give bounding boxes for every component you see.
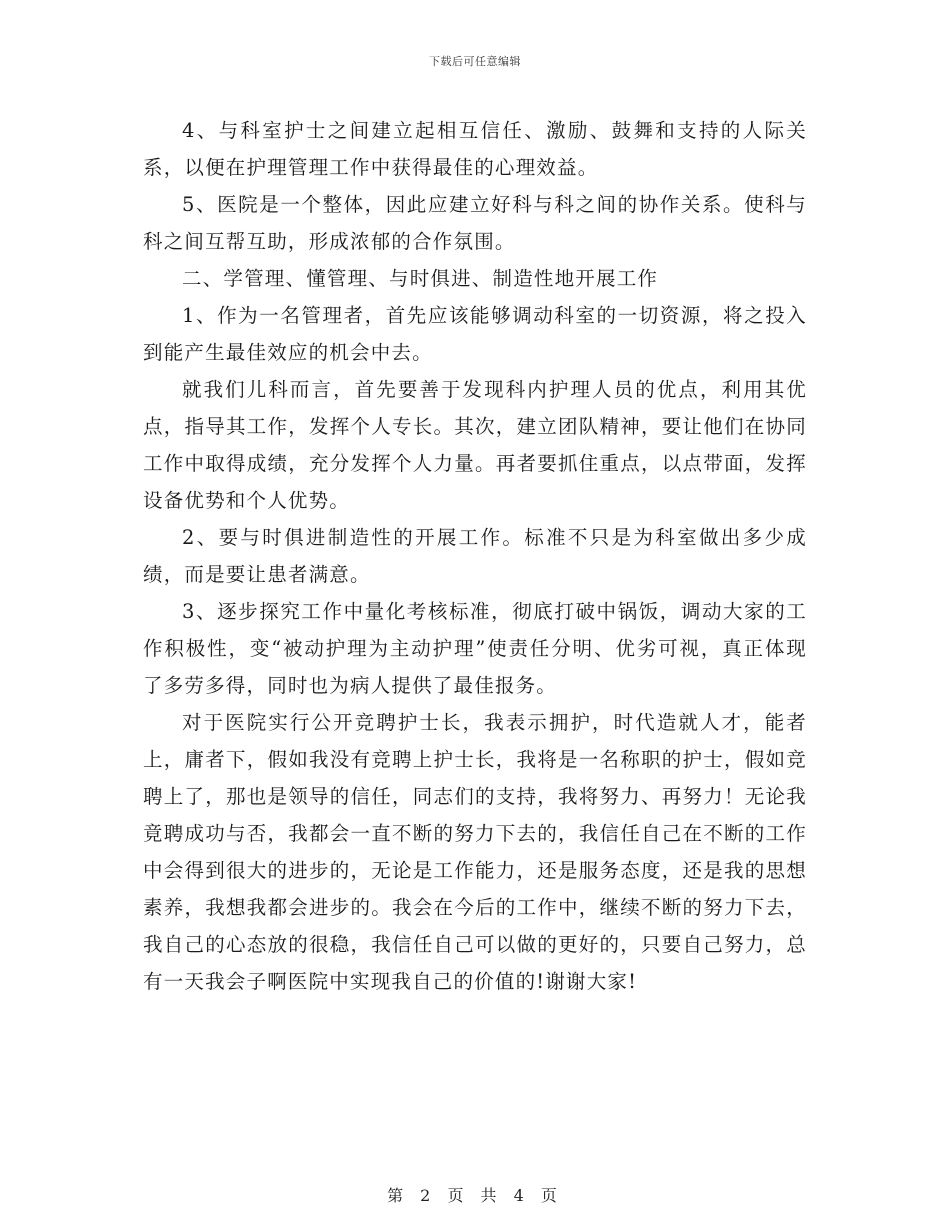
section-heading-2: 二、学管理、懂管理、与时俱进、制造性地开展工作 [182,267,659,290]
document-body [143,112,807,1000]
paragraph-pediatrics: 就我们儿科而言，首先要善于发现科内护理人员的优点，利用其优点，指导其工作，发挥个人专长。其次，建立团队精神，要让他们在协同工作中取得成绩，充分发挥个人力量。再者要抓住重点，以点带面，发挥设备优势和个人优势。 [143,378,807,512]
paragraph-item-5: 5、医院是一个整体，因此应建立好科与科之间的协作关系。使科与科之间互帮互助，形成浓郁的合作氛围。 [143,193,807,253]
paragraph-item-3: 3、逐步探究工作中量化考核标准，彻底打破中锅饭，调动大家的工作积极性，变“被动护理为主动护理”使责任分明、优劣可视，真正体现了多劳多得，同时也为病人提供了最佳报务。 [143,600,807,697]
paragraph-item-1: 1、作为一名管理者，首先应该能够调动科室的一切资源，将之投入到能产生最佳效应的机会中去。 [143,304,807,364]
paragraph-item-2: 2、要与时俱进制造性的开展工作。标准不只是为科室做出多少成绩，而是要让患者满意。 [143,526,807,586]
page-number-footer [0,1183,950,1206]
paragraph-closing: 对于医院实行公开竞聘护士长，我表示拥护，时代造就人才，能者上，庸者下，假如我没有竞聘上护士长，我将是一名称职的护士，假如竞聘上了，那也是领导的信任，同志们的支持，我将努力、再努力！无论我竟聘成功与否，我都会一直不断的努力下去的，我信任自己在不断的工作中会得到很大的进步的，无论是工作能力，还是服务态度，还是我的思想素养，我想我都会进步的。我会在今后的工作中，继续不断的努力下去，我自己的心态放的很稳，我信任自己可以做的更好的，只要自己努力，总有一天我会子啊医院中实现我自己的价值的!谢谢大家! [143,711,807,993]
paragraph-item-4: 4、与科室护士之间建立起相互信任、激励、鼓舞和支持的人际关系，以便在护理管理工作中获得最佳的心理效益。 [143,119,807,179]
page-number-label: 第 2 页 共 4 页 [387,1186,563,1205]
page-header-note: 下载后可任意编辑 [429,55,521,68]
